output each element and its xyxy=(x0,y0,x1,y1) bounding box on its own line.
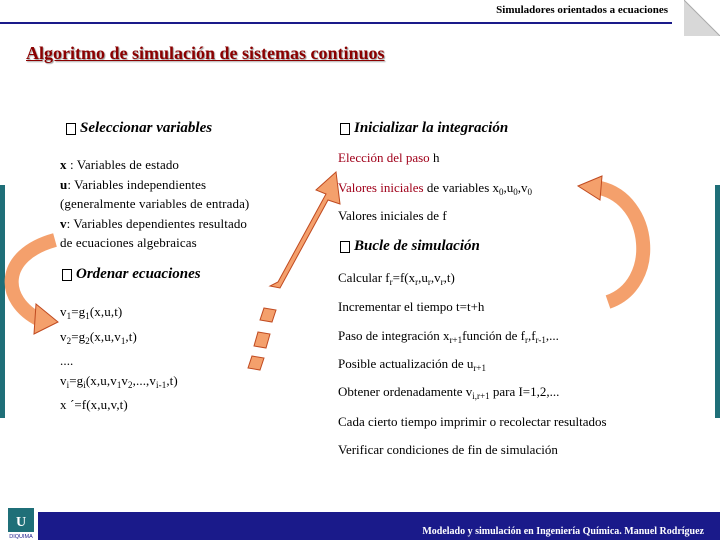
checkbox-icon xyxy=(62,269,72,281)
header-title: Simuladores orientados a ecuaciones xyxy=(496,4,668,16)
increment-time-line: Incrementar el tiempo t=t+h xyxy=(338,299,485,314)
simulation-loop-heading: Bucle de simulación xyxy=(340,238,480,255)
equations-list xyxy=(60,302,260,415)
end-condition-line: Verificar condiciones de fin de simulación xyxy=(338,442,558,457)
integration-step-line: Paso de integración $x_{r+1}función$ de $f_r,f_{r-1}$,... xyxy=(338,328,559,345)
diquima-logo xyxy=(4,506,38,540)
var-line-3: v: Variables dependientes resultado xyxy=(60,215,248,231)
variables-description xyxy=(60,155,300,253)
step-choice-line: Elección del paso h xyxy=(338,150,440,165)
update-u-line: Posible actualización de $u_{r+1}$ xyxy=(338,356,486,373)
footer xyxy=(0,506,720,540)
equation-line: $v_i=g_i(x,u,v_1v_2,...,v_{i-1},t)$ xyxy=(60,372,178,390)
equation-line: .... xyxy=(60,353,74,368)
checkbox-icon xyxy=(340,123,350,135)
select-variables-heading: Seleccionar variables xyxy=(66,120,212,137)
svg-text:DIQUIMA: DIQUIMA xyxy=(9,534,33,540)
left-curved-arrow xyxy=(12,240,58,334)
equation-line: $v_2=g_2(x,u,v_1,t)$ xyxy=(60,328,137,346)
checkbox-icon xyxy=(66,123,76,135)
init-integration-heading: Inicializar la integración xyxy=(340,120,508,137)
slide-title: Algoritmo de simulación de sistemas continuos xyxy=(26,43,385,63)
right-curved-arrow xyxy=(578,176,643,302)
var-line-2: (generalmente variables de entrada) xyxy=(60,196,250,211)
svg-text:U: U xyxy=(15,515,27,530)
print-results-line: Cada cierto tiempo imprimir o recolectar resultados xyxy=(338,414,607,429)
equation-line: $v_1=g_1(x,u,t)$ xyxy=(60,304,123,321)
calc-line: Calcular $f_r=f(x_r,u_r,v_r,t)$ xyxy=(338,270,455,287)
initial-values-line: Valores iniciales de variables $x_0,u_0,v_0$ xyxy=(338,180,533,197)
order-equations-heading: Ordenar ecuaciones xyxy=(62,266,201,283)
initial-f-line: Valores iniciales de f xyxy=(338,208,447,223)
footer-credit: Modelado y simulación en Ingeniería Química. Manuel Rodríguez xyxy=(422,526,704,537)
ordered-obtain-line: Obtener ordenadamente $v_{i,r+1}$ para I=1,2,... xyxy=(338,384,560,401)
equation-line: x ´=f(x,u,v,t) xyxy=(60,397,128,412)
var-line-4: de ecuaciones algebraicas xyxy=(60,235,197,250)
var-line-1: u: Variables independientes xyxy=(60,176,207,192)
checkbox-icon xyxy=(340,241,350,253)
var-line-0: x : Variables de estado xyxy=(60,157,180,172)
